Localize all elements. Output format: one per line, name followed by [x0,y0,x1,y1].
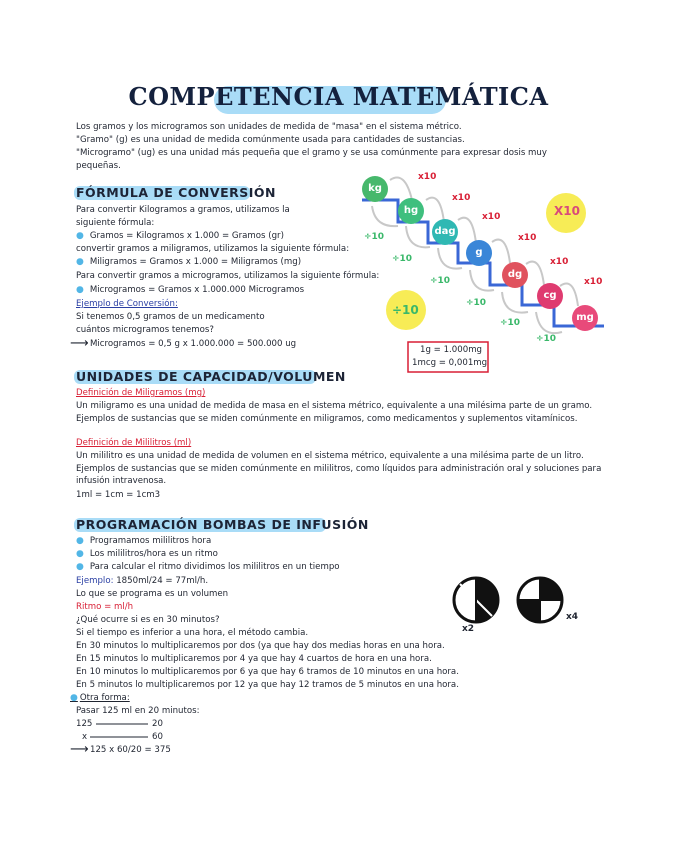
def-ml-text: Un mililitro es una unidad de medida de volumen en el sistema métrico, equivalente a una milésima parte de un litro. Ejemplos de sustancias que se miden comúnmente en mililitros, como líquidos para administración oral y soluciones para infusión intravenosa. [76,451,602,486]
pumps-bullet-1: ● Programamos mililitros hora [76,536,212,546]
pumps-example: Ejemplo: 1850ml/24 = 77ml/h. [76,576,209,586]
capacity-heading: UNIDADES DE CAPACIDAD/VOLUMEN [76,369,346,384]
page-title: COMPETENCIA MATEMÁTICA [128,82,549,111]
unit-hg: hg [398,198,424,224]
ritmo-formula: Ritmo = ml/h [76,602,134,612]
arrow-icon: ⟶ [70,336,89,351]
formula-line-4: Para convertir gramos a microgramos, utilizamos la siguiente fórmula: [76,271,380,281]
formula-bullet-3: ● Microgramos = Gramos x 1.000.000 Microgramos [76,285,305,295]
div-label: ÷10 [466,298,487,308]
pumps-line-3: En 30 minutos lo multiplicaremos por dos (ya que hay dos medias horas en una hora. [76,641,445,651]
pumps-line-2: Si el tiempo es inferior a una hora, el método cambia. [76,628,309,638]
intro-line-3: "Microgramo" (ug) es una unidad más pequeña que el gramo y se usa comúnmente para expresar dosis muy [76,148,547,158]
clock-label-x2: x2 [462,624,475,634]
rule-row-2a: x [82,732,88,742]
pumps-heading: PROGRAMACIÓN BOMBAS DE INFUSIÓN [76,517,369,532]
mult-label: x10 [584,277,603,287]
pumps-line-4: En 15 minutos lo multiplicaremos por 4 ya que hay 4 cuartos de hora en una hora. [76,654,432,664]
pumps-bullet-3: ● Para calcular el ritmo dividimos los mililitros en un tiempo [76,562,340,572]
example-label: Ejemplo de Conversión: [76,299,178,309]
capacity-equivalence: 1ml = 1cm = 1cm3 [76,490,161,500]
half-clock-icon [454,578,498,622]
def-ml-label: Definición de Mililitros (ml) [76,438,192,448]
clock-label-x4: x4 [566,612,579,622]
pasar-line: Pasar 125 ml en 20 minutos: [76,706,200,716]
def-mg-text: Un miligramo es una unidad de medida de masa en el sistema métrico, equivalente a una milésima parte de un gramo. Ejemplos de sustancias que se miden comúnmente en miligramos, como medicamentos y suplementos vitamínicos. [76,401,593,424]
div-label: ÷10 [392,254,413,264]
div-label: ÷10 [364,232,385,242]
result-arrow-icon: ⟶ [70,742,89,757]
unit-cg: cg [537,283,563,309]
mult-label: x10 [550,257,569,267]
mult-label: x10 [482,212,501,222]
unit-g: g [466,240,492,266]
mult-badge-label: X10 [554,204,580,218]
equivalence-1: 1g = 1.000mg [420,345,483,355]
div-label: ÷10 [500,318,521,328]
rule-row-1b: 20 [152,719,163,729]
quarter-clock-icon [518,578,562,622]
div-badge-label: ÷10 [392,303,419,317]
def-mg-label: Definición de Miligramos (mg) [76,388,206,398]
unit-dg: dg [502,262,528,288]
formula-bullet-1: ● Gramos = Kilogramos x 1.000 = Gramos (gr) [76,231,284,241]
intro-line-2: "Gramo" (g) es una unidad de medida comúnmente usada para cantidades de sustancias. [76,135,465,145]
otra-forma: ● Otra forma: [70,693,130,703]
equivalence-2: 1mcg = 0,001mg [412,358,488,368]
example-line-2: cuántos microgramos tenemos? [76,325,214,335]
unit-mg: mg [572,305,598,331]
example-line-3: Microgramos = 0,5 g x 1.000.000 = 500.000 ug [90,339,297,349]
formula-line-1: Para convertir Kilogramos a gramos, utilizamos la [76,205,290,215]
formula-line-3: convertir gramos a miligramos, utilizamos la siguiente fórmula: [76,244,350,254]
div-label: ÷10 [536,334,557,344]
div-label: ÷10 [430,276,451,286]
pumps-bullet-2: ● Los mililitros/hora es un ritmo [76,549,218,559]
pumps-line-5: En 10 minutos lo multiplicaremos por 6 ya que hay 6 tramos de 10 minutos en una hora. [76,667,459,677]
mult-label: x10 [418,172,437,182]
mult-label: x10 [518,233,537,243]
formula-bullet-2: ● Miligramos = Gramos x 1.000 = Miligramos (mg) [76,257,302,267]
pumps-line-6: En 5 minutos lo multiplicaremos por 12 ya que hay 12 tramos de 5 minutos en una hora. [76,680,459,690]
intro-line-1: Los gramos y los microgramos son unidades de medida de "masa" en el sistema métrico. [76,122,462,132]
formula-heading: FÓRMULA DE CONVERSIÓN [76,185,276,200]
mult-label: x10 [452,193,471,203]
example-line-1: Si tenemos 0,5 gramos de un medicamento [76,312,265,322]
pumps-line-1: Lo que se programa es un volumen [76,589,229,599]
pumps-question: ¿Qué ocurre si es en 30 minutos? [76,615,220,625]
formula-line-2: siguiente fórmula: [76,218,155,228]
unit-kg: kg [362,176,388,202]
intro-line-4: pequeñas. [76,161,121,171]
unit-dag: dag [432,219,458,245]
result-line: 125 x 60/20 = 375 [90,745,171,755]
rule-row-2b: 60 [152,732,163,742]
rule-row-1a: 125 [76,719,93,729]
